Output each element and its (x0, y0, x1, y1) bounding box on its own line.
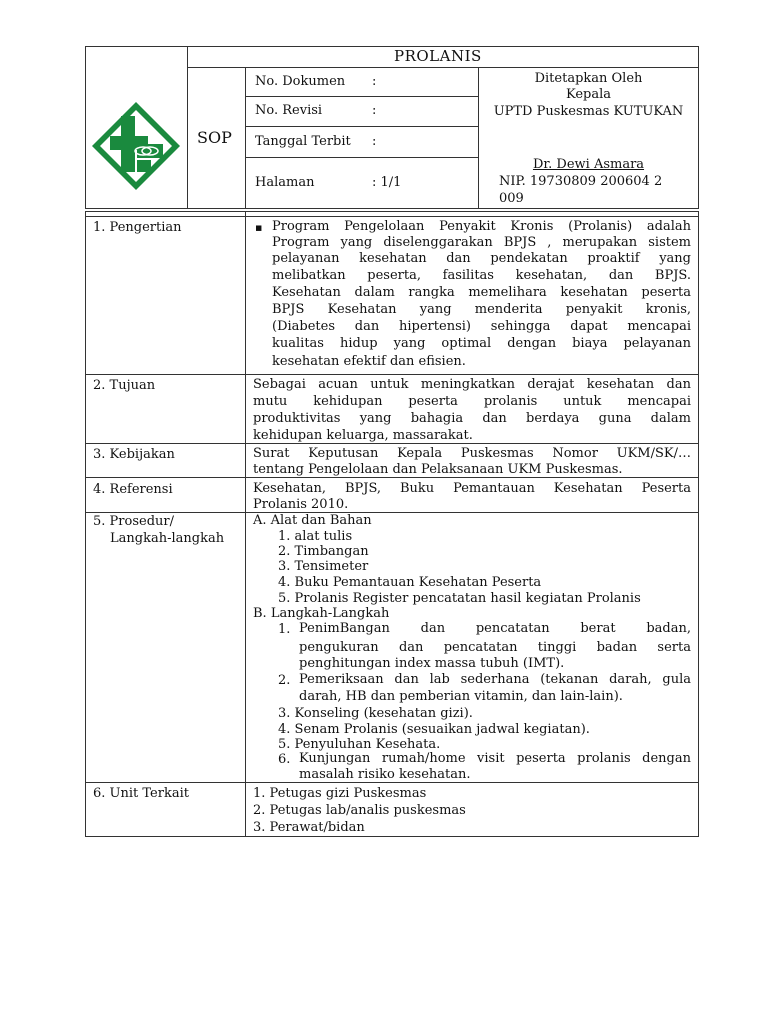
prosedur-a-item: 2. Timbangan (278, 544, 369, 559)
approval-name: Dr. Dewi Asmara (532, 157, 645, 172)
section-label-referensi: 4. Referensi (93, 482, 173, 497)
prosedur-b-item: 5. Penyuluhan Kesehata. (278, 737, 441, 752)
prosedur-b-line: Kunjungan rumah/home visit peserta prolanis dengan (299, 751, 691, 766)
unit-terkait-item: 1. Petugas gizi Puskesmas (253, 786, 427, 801)
field-label-no-revisi: No. Revisi (255, 103, 323, 118)
bullet-icon: ▪ (255, 221, 263, 234)
pengertian-line: melibatkan peserta, fasilitas kesehatan, dan BPJS. (272, 268, 691, 283)
page-title: PROLANIS (394, 47, 482, 65)
tujuan-line: kehidupan keluarga, massarakat. (253, 428, 473, 443)
unit-terkait-item: 3. Perawat/bidan (253, 820, 365, 835)
tujuan-line: produktivitas yang bahagia dan berdaya guna dalam (253, 411, 691, 426)
pengertian-line: Kesehatan dalam rangka memelihara kesehatan peserta (272, 285, 691, 300)
pengertian-line: Program yang diselenggarakan BPJS , merupakan sistem (272, 235, 691, 250)
approval-nip-cont: 009 (499, 191, 524, 206)
approval-block (479, 68, 698, 208)
sop-label: SOP (197, 128, 232, 147)
prosedur-b-line: penghitungan index massa tubuh (IMT). (299, 656, 565, 671)
field-label-no-dokumen: No. Dokumen (255, 74, 346, 89)
prosedur-b-title: B. Langkah-Langkah (253, 606, 390, 621)
puskesmas-logo (88, 98, 184, 194)
prosedur-a-item: 4. Buku Pemantauan Kesehatan Peserta (278, 575, 542, 590)
prosedur-b-line: pengukuran dan pencatatan tinggi badan serta (299, 640, 691, 655)
prosedur-b-num: 1. (278, 622, 291, 637)
prosedur-b-line: PenimBangan dan pencatatan berat badan, (299, 621, 691, 636)
section-label-tujuan: 2. Tujuan (93, 378, 156, 393)
field-sep-no-revisi: : (372, 103, 377, 118)
logo-icon (88, 98, 184, 194)
prosedur-a-item: 3. Tensimeter (278, 559, 369, 574)
kebijakan-line: Surat Keputusan Kepala Puskesmas Nomor UKM/SK/… (253, 446, 691, 461)
pengertian-line: Program Pengelolaan Penyakit Kronis (Prolanis) adalah (272, 219, 691, 234)
tujuan-line: Sebagai acuan untuk meningkatkan derajat kesehatan dan (253, 377, 691, 392)
prosedur-b-line: masalah risiko kesehatan. (299, 767, 471, 782)
field-value-halaman: : 1/1 (372, 175, 402, 190)
tujuan-line: mutu kehidupan peserta prolanis untuk mencapai (253, 394, 691, 409)
approval-line3: UPTD Puskesmas KUTUKAN (493, 104, 684, 119)
unit-terkait-item: 2. Petugas lab/analis puskesmas (253, 803, 466, 818)
referensi-line: Kesehatan, BPJS, Buku Pemantauan Kesehatan Peserta (253, 481, 691, 496)
field-label-halaman: Halaman (255, 175, 315, 190)
prosedur-b-item: 4. Senam Prolanis (sesuaikan jadwal kegiatan). (278, 722, 590, 737)
approval-line2: Kepala (565, 87, 612, 102)
prosedur-a-title: A. Alat dan Bahan (253, 513, 372, 528)
section-label-unit-terkait: 6. Unit Terkait (93, 786, 189, 801)
approval-nip: NIP. 19730809 200604 2 (499, 174, 663, 189)
approval-line1: Ditetapkan Oleh (534, 71, 643, 86)
prosedur-b-line: darah, HB dan pemberian vitamin, dan lain-lain). (299, 689, 623, 704)
section-label-prosedur-cont: Langkah-langkah (110, 531, 225, 546)
prosedur-b-line: Pemeriksaan dan lab sederhana (tekanan darah, gula (299, 672, 691, 687)
section-label-kebijakan: 3. Kebijakan (93, 447, 175, 462)
prosedur-b-item: 3. Konseling (kesehatan gizi). (278, 706, 473, 721)
pengertian-line: kesehatan efektif dan efisien. (272, 354, 466, 369)
field-label-tanggal-terbit: Tanggal Terbit (255, 134, 351, 149)
pengertian-line: pelayanan kesehatan dan pendekatan proaktif yang (272, 251, 691, 266)
pengertian-line: BPJS Kesehatan yang menderita penyakit kronis, (272, 302, 691, 317)
referensi-line: Prolanis 2010. (253, 497, 349, 512)
prosedur-a-item: 1. alat tulis (278, 529, 353, 544)
prosedur-a-item: 5. Prolanis Register pencatatan hasil kegiatan Prolanis (278, 591, 641, 606)
prosedur-b-num: 2. (278, 673, 291, 688)
kebijakan-line: tentang Pengelolaan dan Pelaksanaan UKM Puskesmas. (253, 462, 623, 477)
prosedur-b-num: 6. (278, 752, 291, 767)
pengertian-line: kualitas hidup yang optimal dengan biaya pelayanan (272, 336, 691, 351)
section-label-prosedur: 5. Prosedur/ (93, 514, 174, 529)
pengertian-line: (Diabetes dan hipertensi) sehingga dapat mencapai (272, 319, 691, 334)
field-sep-tanggal-terbit: : (372, 134, 377, 149)
field-sep-no-dokumen: : (372, 74, 377, 89)
section-label-pengertian: 1. Pengertian (93, 220, 182, 235)
